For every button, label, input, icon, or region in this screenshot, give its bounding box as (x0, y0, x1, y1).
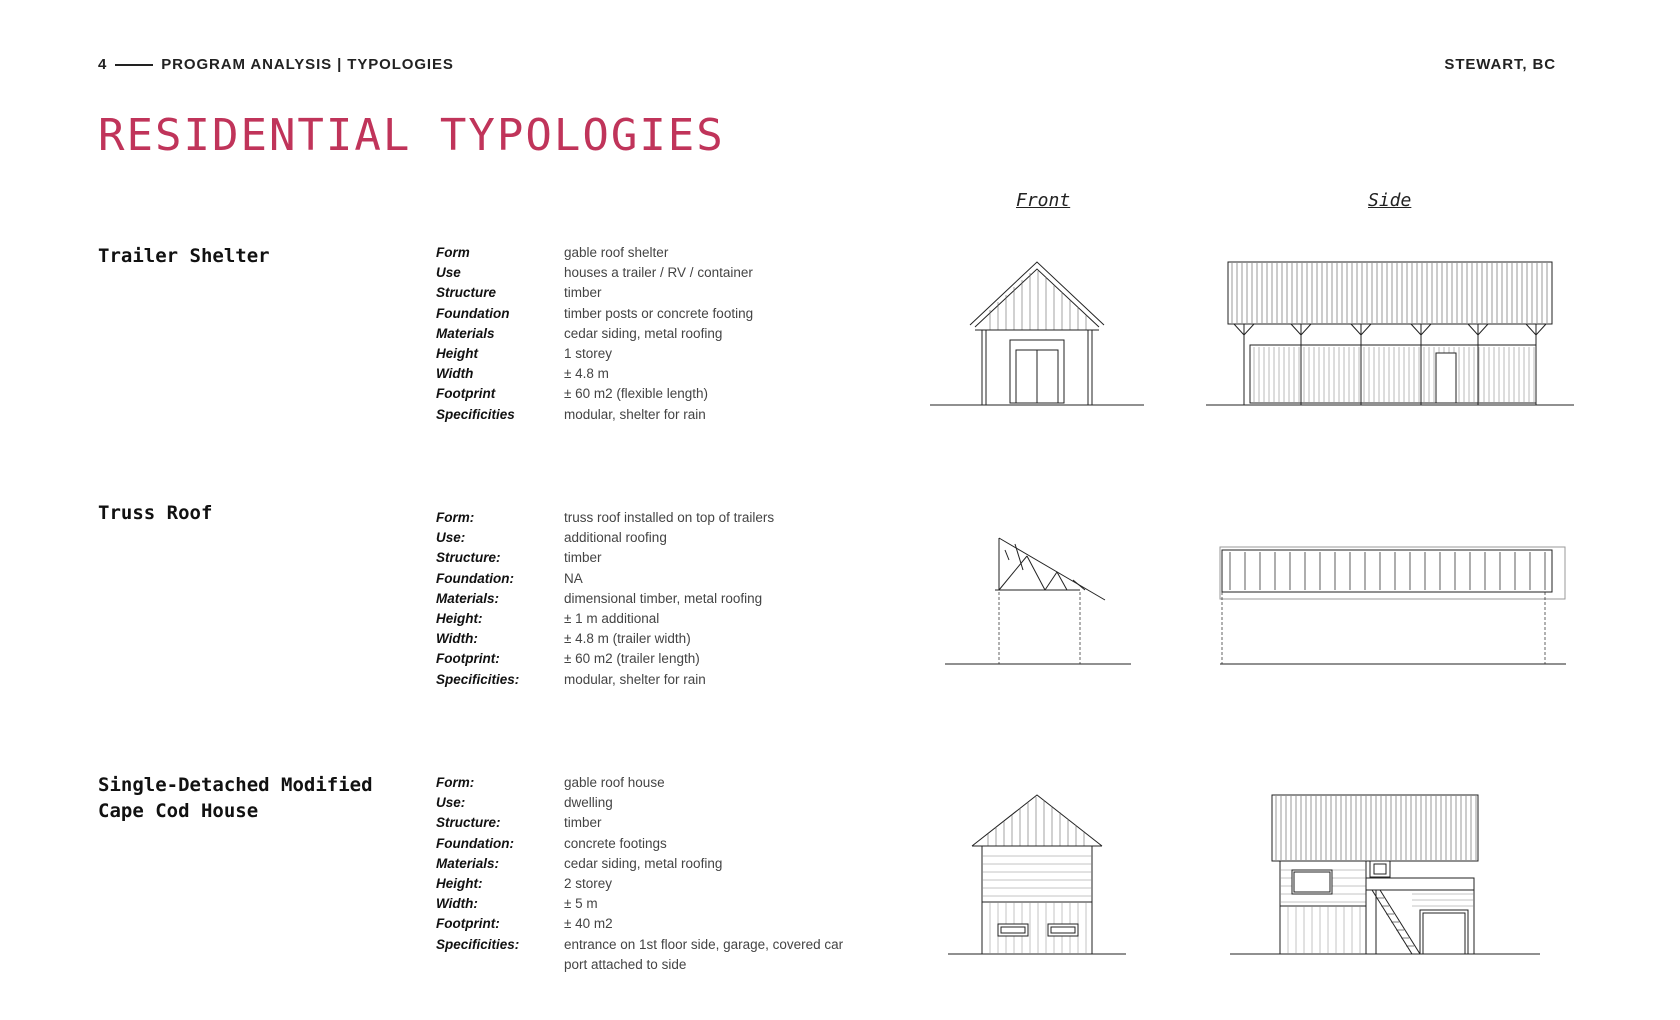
spec-key: Structure: (436, 815, 501, 831)
spec-key: Specificities: (436, 671, 520, 687)
spec-value: 1 storey (564, 345, 613, 361)
spec-row (436, 793, 876, 813)
page-title: RESIDENTIAL TYPOLOGIES (98, 110, 725, 161)
spec-key: Materials (436, 325, 495, 341)
spec-value: cedar siding, metal roofing (564, 325, 723, 341)
spec-value: houses a trailer / RV / container (564, 265, 753, 281)
spec-value: 2 storey (564, 875, 613, 891)
spec-key (436, 955, 564, 975)
spec-key: Width: (436, 631, 478, 647)
spec-value: ± 60 m2 (flexible length) (564, 386, 708, 402)
spec-value: ± 5 m (564, 896, 598, 912)
typology-title-line: Single-Detached Modified (98, 774, 373, 796)
spec-key: Footprint: (436, 651, 500, 667)
spec-value: gable roof shelter (564, 245, 669, 260)
spec-key: Use (436, 265, 461, 281)
spec-row (436, 955, 876, 975)
spec-value: timber posts or concrete footing (564, 305, 754, 321)
spec-row (436, 569, 876, 589)
spec-row (436, 364, 876, 384)
spec-row (436, 914, 876, 934)
spec-key: Structure (436, 285, 497, 301)
spec-row (436, 263, 876, 283)
cape-cod-side-drawing (1230, 790, 1550, 960)
spec-list (436, 508, 876, 690)
header-rule (115, 64, 153, 66)
spec-row (436, 649, 876, 669)
spec-value: ± 4.8 m (564, 366, 609, 382)
spec-value: modular, shelter for rain (564, 406, 706, 422)
spec-row (436, 854, 876, 874)
spec-row (436, 629, 876, 649)
spec-row (436, 283, 876, 303)
spec-row (436, 548, 876, 568)
spec-row (436, 834, 876, 854)
typology-title (98, 772, 418, 824)
spec-value: truss roof installed on top of trailers (564, 510, 775, 525)
spec-value: additional roofing (564, 530, 667, 546)
truss-roof-side-drawing (1210, 540, 1575, 670)
spec-row (436, 670, 876, 690)
trailer-shelter-front-drawing (930, 255, 1150, 410)
spec-key: Form (436, 245, 470, 260)
spec-key: Form: (436, 775, 475, 790)
spec-value: timber (564, 815, 602, 831)
spec-value: ± 40 m2 (564, 916, 613, 932)
spec-list (436, 243, 876, 425)
trailer-shelter-side-drawing (1206, 255, 1576, 410)
spec-key: Foundation (436, 305, 510, 321)
spec-key: Materials: (436, 855, 500, 871)
spec-key: Foundation: (436, 570, 514, 586)
page-number: 4 (98, 56, 108, 73)
spec-value: timber (564, 285, 602, 301)
spec-value: gable roof house (564, 775, 665, 790)
spec-key: Specificities: (436, 936, 520, 952)
spec-list (436, 773, 876, 975)
spec-key: Width (436, 366, 474, 382)
spec-value: entrance on 1st floor side, garage, covered car (564, 936, 844, 952)
spec-key: Use: (436, 795, 466, 811)
spec-row (436, 344, 876, 364)
truss-roof-front-drawing (945, 530, 1145, 670)
spec-key: Form: (436, 510, 475, 525)
spec-row (436, 773, 876, 793)
spec-value: cedar siding, metal roofing (564, 855, 723, 871)
spec-key: Materials: (436, 590, 500, 606)
location-label: STEWART, BC (1444, 56, 1556, 73)
spec-value: port attached to side (564, 956, 687, 972)
spec-key: Height: (436, 875, 483, 891)
spec-value: ± 4.8 m (trailer width) (564, 631, 691, 647)
spec-key: Structure: (436, 550, 501, 566)
spec-row (436, 935, 876, 955)
cape-cod-front-drawing (948, 790, 1138, 960)
spec-row (436, 384, 876, 404)
spec-value: dwelling (564, 795, 613, 811)
spec-value: ± 1 m additional (564, 610, 660, 626)
column-label-side: Side (1368, 190, 1412, 211)
spec-row (436, 813, 876, 833)
spec-row (436, 508, 876, 528)
spec-row (436, 304, 876, 324)
spec-value: modular, shelter for rain (564, 671, 706, 687)
spec-key: Width: (436, 896, 478, 912)
spec-key: Specificities (436, 406, 515, 422)
spec-row (436, 324, 876, 344)
spec-row (436, 243, 876, 263)
spec-row (436, 589, 876, 609)
spec-key: Foundation: (436, 835, 514, 851)
spec-value: dimensional timber, metal roofing (564, 590, 763, 606)
spec-row (436, 874, 876, 894)
column-label-front: Front (1016, 190, 1071, 211)
typology-title: Truss Roof (98, 502, 213, 524)
spec-row (436, 528, 876, 548)
spec-key: Height: (436, 610, 483, 626)
section-label: PROGRAM ANALYSIS | TYPOLOGIES (161, 56, 454, 73)
spec-row (436, 894, 876, 914)
spec-row (436, 609, 876, 629)
spec-row (436, 405, 876, 425)
typology-title-line: Cape Cod House (98, 800, 259, 822)
spec-key: Height (436, 345, 478, 361)
page-header (98, 56, 454, 73)
typology-title: Trailer Shelter (98, 245, 270, 267)
spec-key: Use: (436, 530, 466, 546)
spec-value: timber (564, 550, 602, 566)
spec-value: ± 60 m2 (trailer length) (564, 651, 700, 667)
spec-key: Footprint: (436, 916, 500, 932)
spec-value: concrete footings (564, 835, 667, 851)
spec-value: NA (564, 570, 583, 586)
spec-key: Footprint (436, 386, 496, 402)
